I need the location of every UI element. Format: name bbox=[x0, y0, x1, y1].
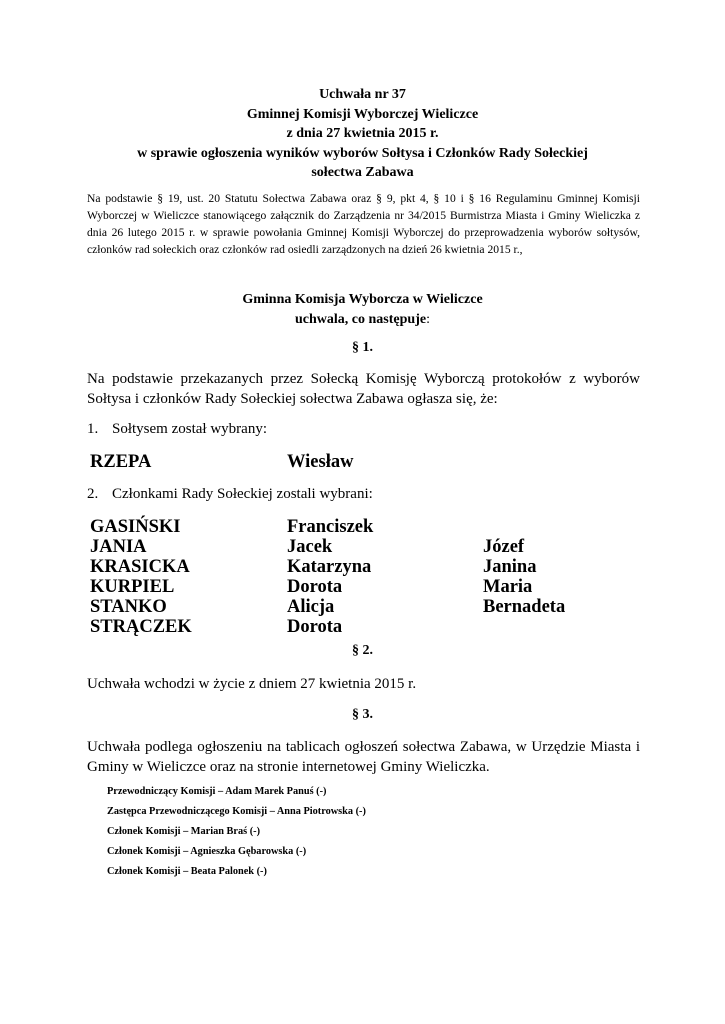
member-surname: JANIA bbox=[90, 537, 147, 557]
section-1-intro: Na podstawie przekazanych przez Sołecką Komisję Wyborczą protokołów z wyborów Sołtysa i członków Rady Sołeckiej sołectwa Zabawa ogłasza się, że: bbox=[87, 371, 640, 407]
list-item-council: 2. Członkami Rady Sołeckiej zostali wybrani: bbox=[87, 486, 373, 502]
section-1-title: § 1. bbox=[352, 340, 373, 355]
resolution-header bbox=[0, 85, 725, 183]
commission-resolves: uchwala, co następuje: bbox=[295, 311, 430, 327]
member-first-name: Dorota bbox=[287, 617, 343, 637]
member-surname: GASIŃSKI bbox=[90, 517, 181, 537]
commission-name: Gminna Komisja Wyborcza w Wieliczce bbox=[242, 292, 483, 307]
member-second-name: Janina bbox=[483, 557, 537, 577]
issuing-body: Gminnej Komisji Wyborczej Wieliczce bbox=[246, 106, 479, 122]
member-first-name: Dorota bbox=[287, 577, 343, 597]
section-2-title: § 2. bbox=[352, 643, 373, 658]
soltys-first-name: Wiesław bbox=[287, 452, 354, 472]
member-surname: STRĄCZEK bbox=[90, 617, 192, 637]
resolution-date: z dnia 27 kwietnia 2015 r. bbox=[286, 126, 439, 141]
member-second-name: Maria bbox=[483, 577, 533, 597]
section-3-title: § 3. bbox=[352, 707, 373, 722]
soltys-surname: RZEPA bbox=[90, 452, 152, 472]
resolution-subject: w sprawie ogłoszenia wyników wyborów Sołtysa i Członków Rady Sołeckiej bbox=[137, 145, 588, 161]
signature-line: Przewodniczący Komisji – Adam Marek Panuś (-) bbox=[107, 786, 327, 797]
member-first-name: Franciszek bbox=[287, 517, 374, 537]
signature-line: Zastępca Przewodniczącego Komisji – Anna Piotrowska (-) bbox=[107, 806, 366, 817]
signature-line: Członek Komisji – Agnieszka Gębarowska (-) bbox=[107, 846, 307, 857]
member-first-name: Jacek bbox=[287, 537, 333, 557]
commission-decision bbox=[0, 290, 725, 329]
resolution-number: Uchwała nr 37 bbox=[319, 87, 406, 102]
member-surname: KURPIEL bbox=[90, 577, 175, 597]
resolution-subject-village: sołectwa Zabawa bbox=[311, 165, 414, 180]
signatures bbox=[107, 782, 366, 882]
member-first-name: Katarzyna bbox=[287, 557, 372, 577]
legal-basis: Na podstawie § 19, ust. 20 Statutu Sołectwa Zabawa oraz § 9, pkt 4, § 10 i § 16 Regulaminu Gminnej Komisji Wyborczej w Wieliczce stanowiącego załącznik do Zarządzenia nr 34/2015 Burmistrza Miasta i Gminy Wieliczka z dnia 26 lutego 2015 r. w sprawie powołania Gminnej Komisji Wyborczej do przeprowadzenia wyborów sołtysów, członków rad sołeckich oraz członków rad osiedli zarządzonych na dzień 26 kwietnia 2015 r., bbox=[87, 192, 640, 256]
member-surname: STANKO bbox=[90, 597, 167, 617]
section-2-text: Uchwała wchodzi w życie z dniem 27 kwietnia 2015 r. bbox=[87, 676, 417, 692]
signature-line: Członek Komisji – Marian Braś (-) bbox=[107, 826, 261, 837]
member-surname: KRASICKA bbox=[90, 557, 190, 577]
member-first-name: Alicja bbox=[287, 597, 335, 617]
member-second-name: Józef bbox=[483, 537, 525, 557]
member-second-name: Bernadeta bbox=[483, 597, 566, 617]
list-item-soltys: 1. Sołtysem został wybrany: bbox=[87, 421, 267, 437]
section-3-text: Uchwała podlega ogłoszeniu na tablicach ogłoszeń sołectwa Zabawa, w Urzędzie Miasta i Gminy w Wieliczce oraz na stronie internetowej Gminy Wieliczka. bbox=[87, 739, 640, 775]
signature-line: Członek Komisji – Beata Palonek (-) bbox=[107, 866, 267, 877]
